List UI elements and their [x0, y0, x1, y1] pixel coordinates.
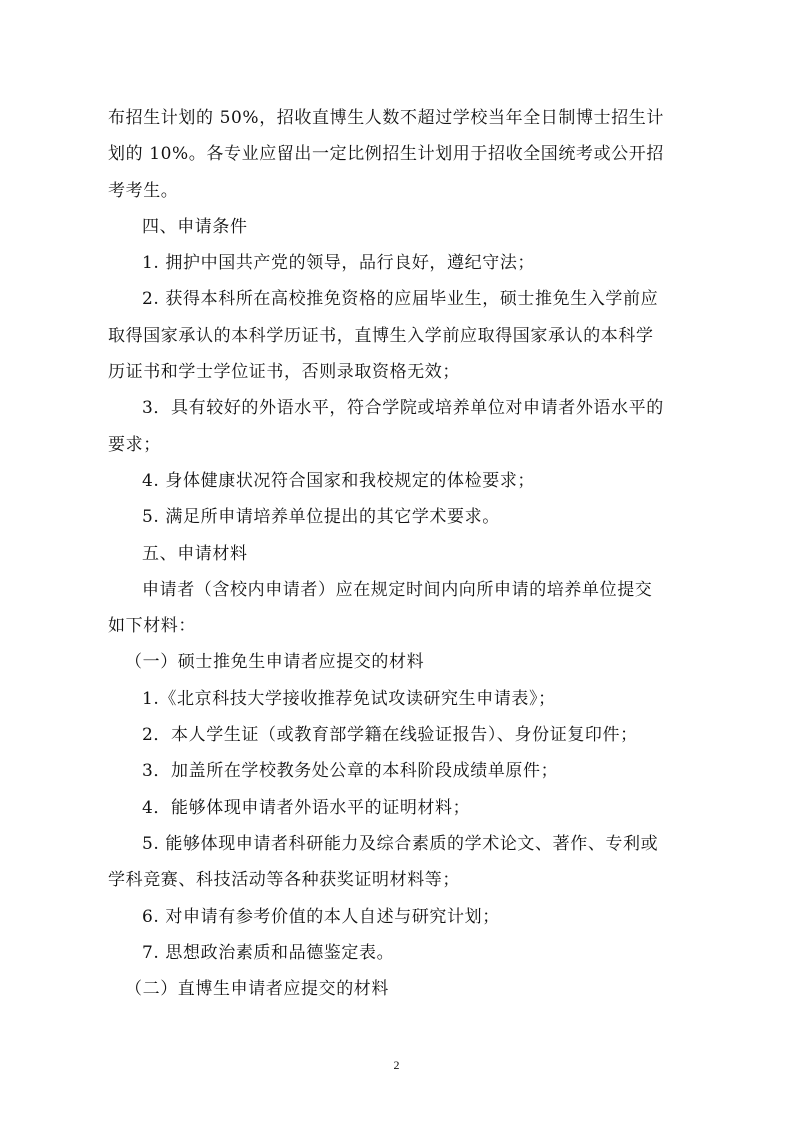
text-line: 1.《北京科技大学接收推荐免试攻读研究生申请表》；	[142, 688, 556, 709]
text-line: 如下材料：	[108, 616, 196, 637]
text-line: 考考生。	[108, 180, 179, 201]
text-line: （一）硕士推免生申请者应提交的材料	[125, 652, 425, 673]
text-line: 3．具有较好的外语水平，符合学院或培养单位对申请者外语水平的	[142, 398, 664, 419]
text-line: 1. 拥护中国共产党的领导，品行良好，遵纪守法；	[142, 253, 536, 274]
text-line: 要求；	[108, 434, 161, 455]
text-line: 5. 能够体现申请者科研能力及综合素质的学术论文、著作、专利或	[142, 833, 659, 854]
text-line: 6. 对申请有参考价值的本人自述与研究计划；	[142, 906, 500, 927]
text-line: 2．本人学生证（或教育部学籍在线验证报告）、身份证复印件；	[142, 725, 638, 746]
text-line: 7. 思想政治素质和品德鉴定表。	[142, 942, 395, 963]
text-line: 五、申请材料	[142, 543, 248, 564]
text-line: （二）直博生申请者应提交的材料	[125, 979, 389, 1000]
text-line: 5. 满足所申请培养单位提出的其它学术要求。	[142, 507, 500, 528]
text-line: 2. 获得本科所在高校推免资格的应届毕业生，硕士推免生入学前应	[142, 289, 659, 310]
body-text	[108, 100, 700, 1007]
text-line: 划的 10%。各专业应留出一定比例招生计划用于招收全国统考或公开招	[108, 144, 664, 165]
text-line: 4．能够体现申请者外语水平的证明材料；	[142, 797, 471, 818]
text-line: 4. 身体健康状况符合国家和我校规定的体检要求；	[142, 470, 536, 491]
text-line: 布招生计划的 50%，招收直博生人数不超过学校当年全日制博士招生计	[108, 108, 664, 128]
text-line: 学科竞赛、科技活动等各种获奖证明材料等；	[108, 870, 460, 891]
page-number: 2	[393, 1058, 400, 1072]
text-line: 申请者（含校内申请者）应在规定时间内向所申请的培养单位提交	[142, 579, 653, 600]
text-line: 3．加盖所在学校教务处公章的本科阶段成绩单原件；	[142, 761, 559, 782]
text-line: 取得国家承认的本科学历证书，直博生入学前应取得国家承认的本科学	[108, 325, 654, 346]
text-line: 历证书和学士学位证书，否则录取资格无效；	[108, 362, 460, 383]
text-line: 四、申请条件	[142, 216, 248, 237]
